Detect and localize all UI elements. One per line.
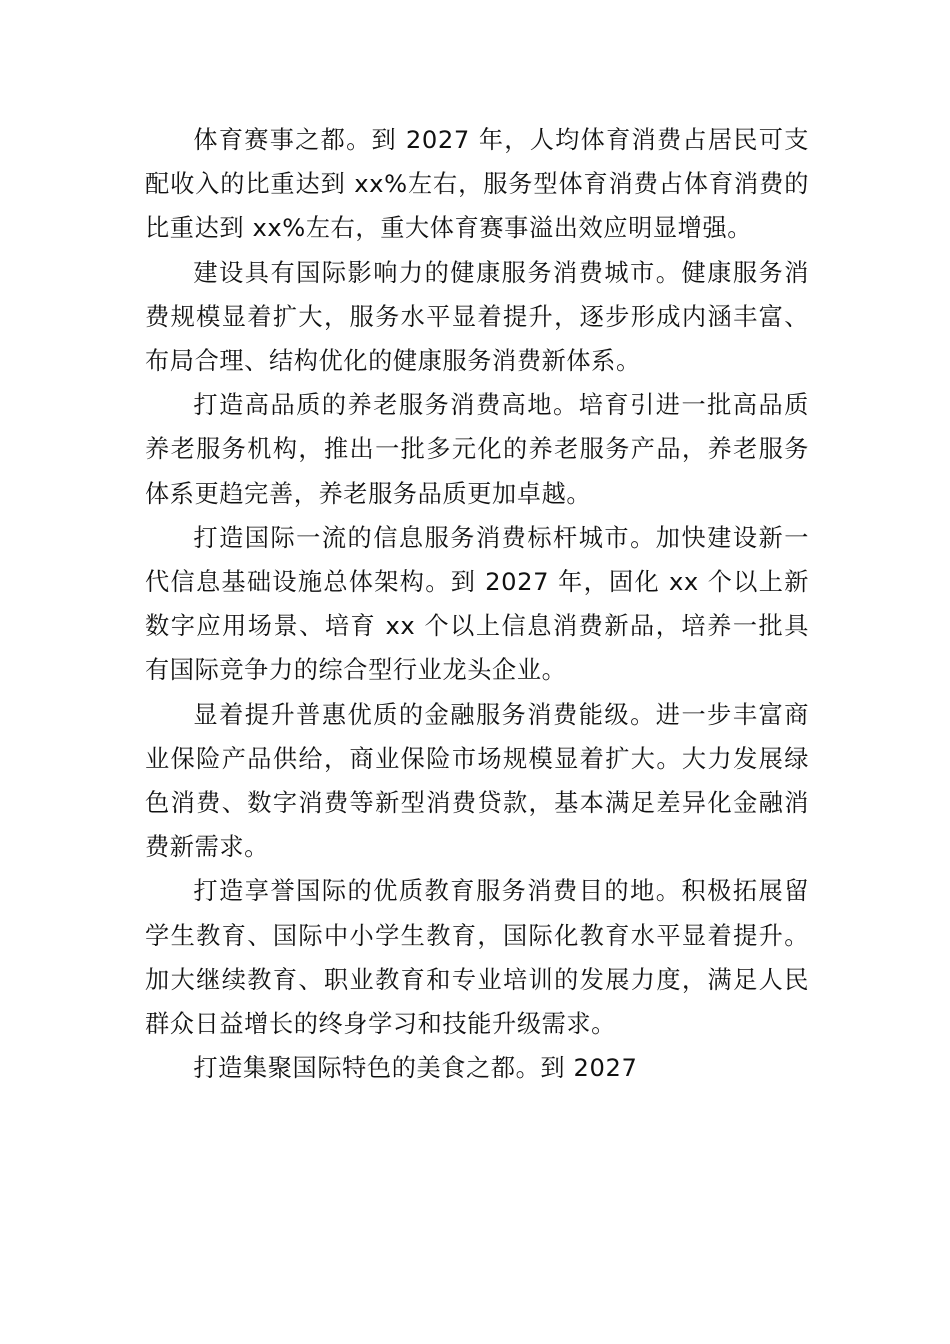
body-text (145, 118, 809, 1090)
paragraph: 打造享誉国际的优质教育服务消费目的地。积极拓展留学生教育、国际中小学生教育，国际化教育水平显着提升。加大继续教育、职业教育和专业培训的发展力度，满足人民群众日益增长的终身学习和技能升级需求。 (145, 877, 809, 1039)
paragraph: 显着提升普惠优质的金融服务消费能级。进一步丰富商业保险产品供给，商业保险市场规模显着扩大。大力发展绿色消费、数字消费等新型消费贷款，基本满足差异化金融消费新需求。 (145, 700, 809, 862)
paragraph: 打造高品质的养老服务消费高地。培育引进一批高品质养老服务机构，推出一批多元化的养老服务产品，养老服务体系更趋完善，养老服务品质更加卓越。 (145, 391, 809, 508)
paragraph: 体育赛事之都。到 2027 年，人均体育消费占居民可支配收入的比重达到 xx%左右，服务型体育消费占体育消费的比重达到 xx%左右，重大体育赛事溢出效应明显增强。 (145, 126, 809, 243)
paragraph: 建设具有国际影响力的健康服务消费城市。健康服务消费规模显着扩大，服务水平显着提升，逐步形成内涵丰富、布局合理、结构优化的健康服务消费新体系。 (145, 258, 809, 376)
paragraph: 打造集聚国际特色的美食之都。到 2027 (193, 1054, 638, 1083)
paragraph: 打造国际一流的信息服务消费标杆城市。加快建设新一代信息基础设施总体架构。到 2027 年，固化 xx 个以上新数字应用场景、培育 xx 个以上信息消费新品，培养一批具有国际竞争力的综合型行业龙头企业。 (145, 523, 809, 685)
